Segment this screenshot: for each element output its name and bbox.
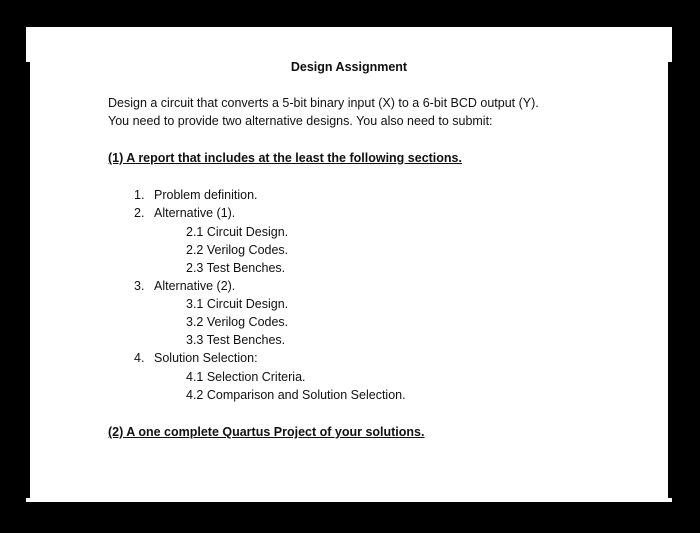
section-2-heading: (2) A one complete Quartus Project of your solutions. <box>108 425 425 439</box>
intro-line-1: Design a circuit that converts a 5-bit binary input (X) to a 6-bit BCD output (Y). <box>108 96 539 110</box>
outline-item-1 <box>134 188 258 202</box>
left-border-edge <box>26 62 30 498</box>
document-page <box>26 27 672 502</box>
outline-item-3 <box>134 279 235 293</box>
outline-item-number: 3. <box>134 279 145 293</box>
outline-subitem-2-3: 2.3 Test Benches. <box>186 261 286 275</box>
outline-subitem-3-1: 3.1 Circuit Design. <box>186 297 289 311</box>
outline-item-number: 4. <box>134 351 145 365</box>
outline-item-2 <box>134 206 235 220</box>
outline-subitem-4-1: 4.1 Selection Criteria. <box>186 370 306 384</box>
outline-subitem-3-2: 3.2 Verilog Codes. <box>186 315 289 329</box>
outline-subitem-3-3: 3.3 Test Benches. <box>186 333 286 347</box>
right-border-edge <box>668 62 672 498</box>
outline-item-4 <box>134 351 258 365</box>
outline-item-number: 1. <box>134 188 145 202</box>
outline-item-label: Alternative (1). <box>154 206 236 220</box>
outline-subitem-4-2: 4.2 Comparison and Solution Selection. <box>186 388 406 402</box>
outline-item-label: Alternative (2). <box>154 279 236 293</box>
outline-item-label: Problem definition. <box>154 188 258 202</box>
section-1-heading: (1) A report that includes at the least the following sections. <box>108 151 462 165</box>
outline-subitem-2-2: 2.2 Verilog Codes. <box>186 243 289 257</box>
outline-item-label: Solution Selection: <box>154 351 258 365</box>
intro-line-2: You need to provide two alternative designs. You also need to submit: <box>108 114 493 128</box>
document-title: Design Assignment <box>290 60 408 74</box>
outline-subitem-2-1: 2.1 Circuit Design. <box>186 225 289 239</box>
outline-item-number: 2. <box>134 206 145 220</box>
